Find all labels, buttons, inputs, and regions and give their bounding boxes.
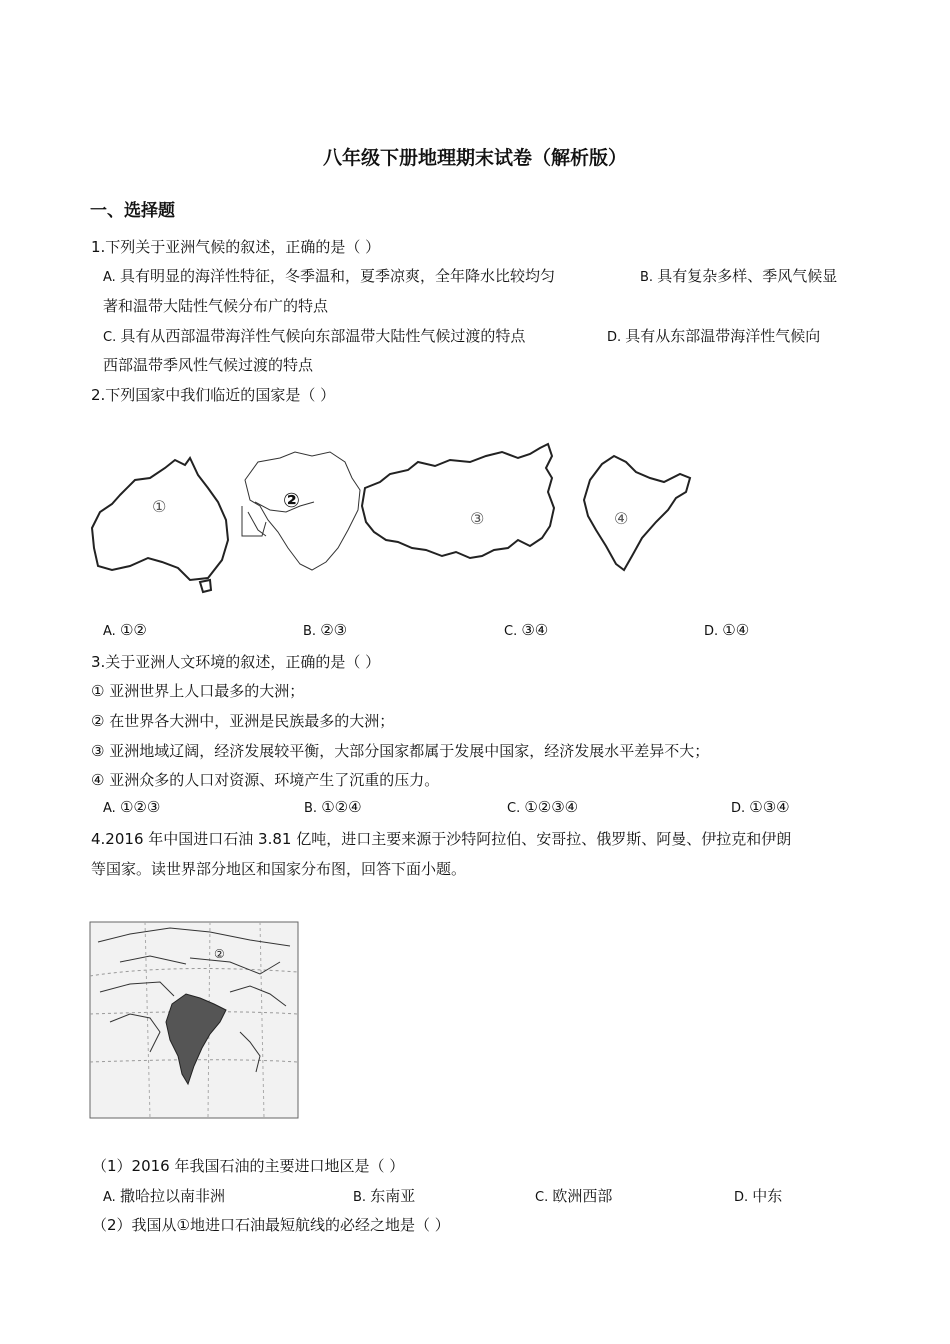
- option-text: ①②③④: [524, 798, 579, 816]
- q3-statement-3: ③ 亚洲地域辽阔，经济发展较平衡，大部分国家都属于发展中国家，经济发展水平差异不大；: [91, 742, 710, 760]
- q2-option-a[interactable]: [103, 621, 147, 639]
- option-text: ①③④: [749, 798, 790, 816]
- q4-sub2-stem: （2）我国从①地进口石油最短航线的必经之地是（ ）: [92, 1216, 450, 1234]
- option-letter: D.: [607, 330, 626, 345]
- option-letter: C.: [507, 801, 525, 816]
- q3-option-c[interactable]: [507, 798, 578, 816]
- option-letter: A.: [103, 1190, 120, 1205]
- option-letter: B.: [353, 1190, 371, 1205]
- option-text: ②③: [320, 621, 348, 639]
- option-text: ①②: [119, 621, 147, 639]
- map-label-2: ②: [214, 947, 225, 961]
- option-letter: D.: [734, 1190, 753, 1205]
- q1-option-a[interactable]: [103, 265, 555, 286]
- q2-option-d[interactable]: [704, 621, 749, 639]
- page-title: 八年级下册地理期末试卷（解析版）: [322, 147, 627, 169]
- option-text: 东南亚: [370, 1187, 416, 1205]
- q3-option-b[interactable]: [304, 798, 362, 816]
- q3-statement-1: ① 亚洲世界上人口最多的大洲；: [91, 682, 305, 700]
- q3-option-a[interactable]: [103, 798, 160, 816]
- option-letter: A.: [103, 801, 120, 816]
- option-text: ①④: [722, 621, 750, 639]
- option-letter: D.: [731, 801, 750, 816]
- map-southwest-asia: [245, 452, 360, 570]
- map-label-2: ②: [283, 488, 300, 512]
- q4-sub1-option-d[interactable]: [734, 1185, 782, 1206]
- option-text: 欧洲西部: [552, 1187, 613, 1205]
- option-letter: A.: [103, 270, 120, 285]
- q3-statement-2: ② 在世界各大洲中，亚洲是民族最多的大洲；: [91, 712, 395, 730]
- option-letter: C.: [103, 330, 121, 345]
- option-letter: B.: [304, 801, 322, 816]
- q1-option-d[interactable]: [607, 325, 820, 346]
- q3-option-d[interactable]: [731, 798, 790, 816]
- map-india: [584, 456, 690, 570]
- q1-option-c[interactable]: [103, 325, 525, 346]
- map-australia: [92, 458, 228, 580]
- map-russia: [362, 444, 554, 558]
- q4-sub1-option-c[interactable]: [535, 1185, 612, 1206]
- q4-sub1-stem: （1）2016 年我国石油的主要进口地区是（ ）: [92, 1157, 405, 1175]
- option-letter: C.: [535, 1190, 553, 1205]
- option-letter: C.: [504, 624, 522, 639]
- world-region-map: [90, 922, 298, 1118]
- q4-stem-line-2: 等国家。读世界部分地区和国家分布图，回答下面小题。: [91, 860, 467, 878]
- map-label-4: ④: [614, 509, 629, 528]
- q1-option-b-continued: 著和温带大陆性气候分布广的特点: [103, 297, 329, 315]
- option-text: ①②③: [119, 798, 161, 816]
- option-text: 具有明显的海洋性特征，冬季温和，夏季凉爽，全年降水比较均匀: [119, 267, 555, 285]
- option-text: ①②④: [321, 798, 362, 816]
- map-label-1: ①: [152, 497, 167, 516]
- option-text: 具有从西部温带海洋性气候向东部温带大陆性气候过渡的特点: [120, 327, 526, 345]
- option-text: ③④: [521, 621, 549, 639]
- option-text: 具有从东部温带海洋性气候向: [625, 327, 821, 345]
- q1-stem: 1.下列关于亚洲气候的叙述，正确的是（ ）: [91, 238, 381, 256]
- map-tasmania: [200, 580, 211, 592]
- option-text: 具有复杂多样、季风气候显: [657, 267, 838, 285]
- q4-sub1-option-b[interactable]: [353, 1185, 415, 1206]
- country-outline-maps: [90, 440, 700, 600]
- option-letter: B.: [303, 624, 321, 639]
- q4-stem-line-1: 4.2016 年中国进口石油 3.81 亿吨，进口主要来源于沙特阿拉伯、安哥拉、俄罗斯、阿曼、伊拉克和伊朗: [91, 830, 792, 848]
- option-letter: A.: [103, 624, 120, 639]
- option-text: 撒哈拉以南非洲: [119, 1187, 225, 1205]
- option-letter: B.: [640, 270, 658, 285]
- q1-option-d-continued: 西部温带季风性气候过渡的特点: [103, 356, 314, 374]
- option-letter: D.: [704, 624, 723, 639]
- q1-option-b[interactable]: [640, 265, 837, 286]
- q3-stem: 3.关于亚洲人文环境的叙述，正确的是（ ）: [91, 653, 381, 671]
- map-label-3: ③: [470, 509, 485, 528]
- q3-statement-4: ④ 亚洲众多的人口对资源、环境产生了沉重的压力。: [91, 771, 440, 789]
- q2-option-b[interactable]: [303, 621, 347, 639]
- q4-sub1-option-a[interactable]: [103, 1185, 225, 1206]
- option-text: 中东: [752, 1187, 783, 1205]
- section-heading: 一、选择题: [90, 201, 175, 221]
- q2-option-c[interactable]: [504, 621, 548, 639]
- q2-stem: 2.下列国家中我们临近的国家是（ ）: [91, 386, 336, 404]
